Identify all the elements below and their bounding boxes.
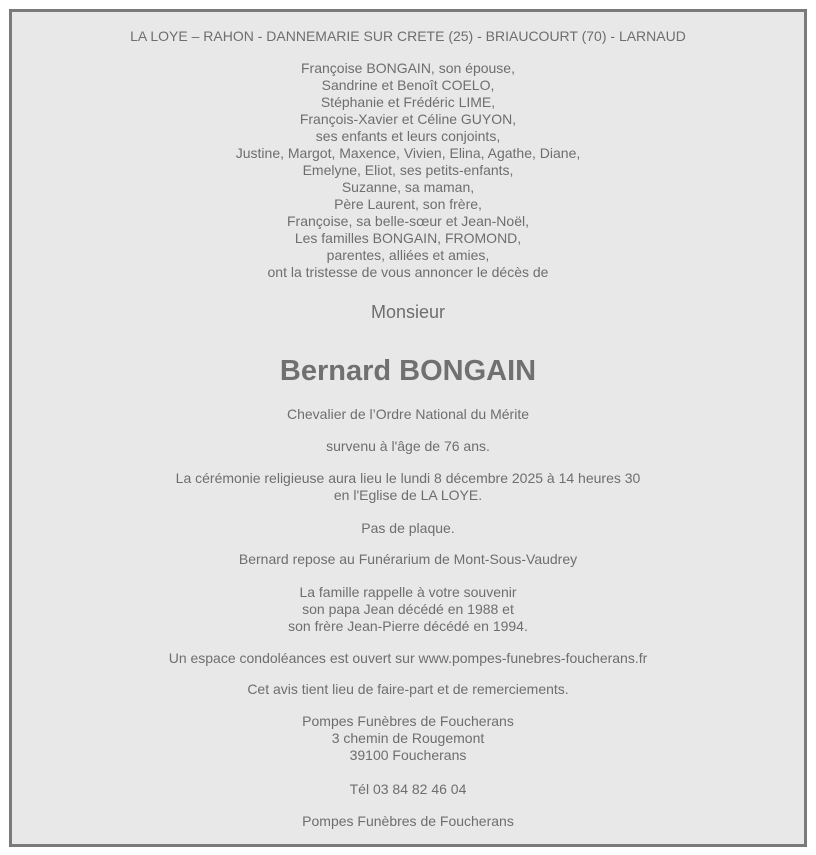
- remembrance-line: son papa Jean décédé en 1988 et: [302, 601, 514, 617]
- notice-line: Cet avis tient lieu de faire-part et de remerciements.: [247, 681, 569, 697]
- family-line: François-Xavier et Céline GUYON,: [299, 111, 517, 127]
- funerarium-line: Bernard repose au Funérarium de Mont-Sous-Vaudrey: [238, 551, 578, 567]
- family-line: ont la tristesse de vous annoncer le décès de: [267, 264, 549, 280]
- plaque-note: Pas de plaque.: [361, 520, 455, 536]
- distinction: Chevalier de l’Ordre National du Mérite: [287, 406, 529, 422]
- address-line: 3 chemin de Rougemont: [331, 730, 485, 746]
- ceremony-line: La cérémonie religieuse aura lieu le lundi 8 décembre 2025 à 14 heures 30: [175, 470, 641, 486]
- family-line: ses enfants et leurs conjoints,: [315, 128, 501, 144]
- family-line: Françoise BONGAIN, son épouse,: [301, 60, 515, 76]
- remembrance-line: La famille rappelle à votre souvenir: [299, 584, 517, 600]
- condolences-line: Un espace condoléances est ouvert sur www.pompes-funebres-foucherans.fr: [168, 650, 648, 666]
- age-line: survenu à l'âge de 76 ans.: [326, 438, 490, 454]
- family-line: Suzanne, sa maman,: [341, 179, 475, 195]
- address-line: 39100 Foucherans: [349, 747, 467, 763]
- family-line: Françoise, sa belle-sœur et Jean-Noël,: [287, 213, 529, 229]
- family-line: Stéphanie et Frédéric LIME,: [320, 94, 496, 110]
- deceased-name: Bernard BONGAIN: [279, 355, 537, 387]
- family-line: Sandrine et Benoît COELO,: [321, 77, 495, 93]
- phone-line: Tél 03 84 82 46 04: [349, 781, 467, 797]
- family-line: parentes, alliées et amies,: [326, 247, 490, 263]
- family-line: Père Laurent, son frère,: [334, 196, 482, 212]
- obituary-notice: [9, 9, 807, 847]
- signature-line: Pompes Funèbres de Foucherans: [302, 813, 514, 829]
- remembrance-line: son frère Jean-Pierre décédé en 1994.: [288, 618, 528, 634]
- family-line: Justine, Margot, Maxence, Vivien, Elina, Agathe, Diane,: [235, 145, 581, 161]
- ceremony-line: en l'Eglise de LA LOYE.: [333, 487, 483, 503]
- family-line: Emelyne, Eliot, ses petits-enfants,: [302, 162, 514, 178]
- honorific: Monsieur: [370, 302, 446, 322]
- family-line: Les familles BONGAIN, FROMOND,: [294, 230, 522, 246]
- locations-header: LA LOYE – RAHON - DANNEMARIE SUR CRETE (25) - BRIAUCOURT (70) - LARNAUD: [130, 28, 686, 44]
- address-line: Pompes Funèbres de Foucherans: [302, 713, 514, 729]
